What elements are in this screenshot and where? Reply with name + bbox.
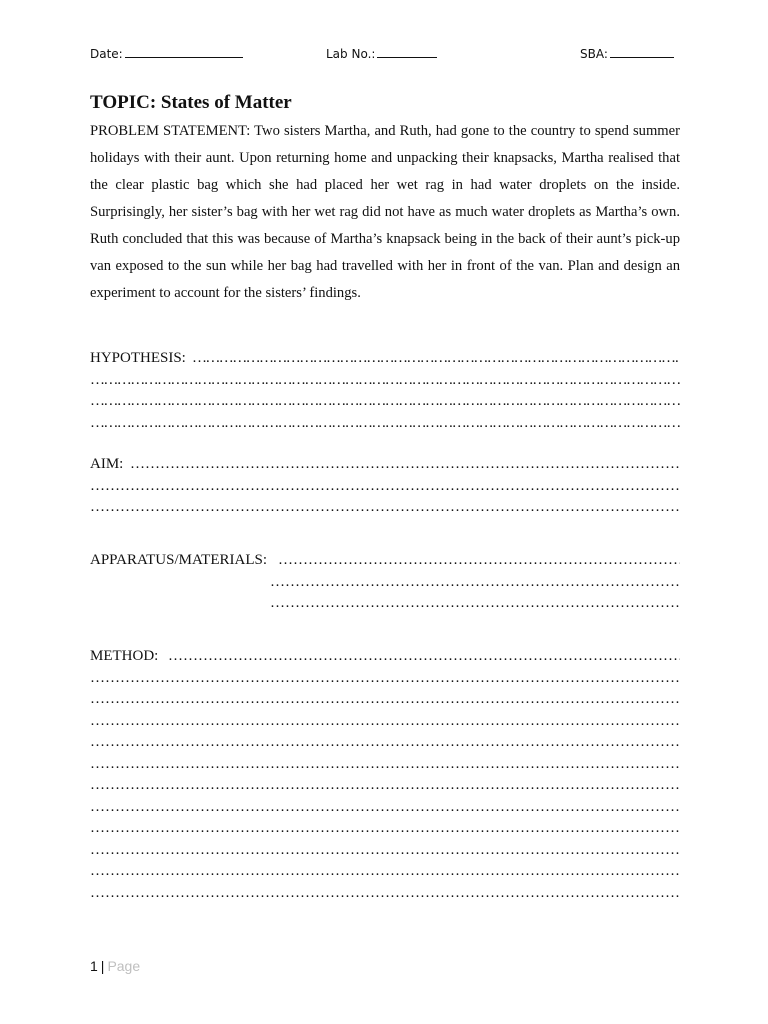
answer-dots	[270, 593, 680, 615]
method-line[interactable]	[90, 861, 680, 883]
sba-blank[interactable]	[610, 46, 674, 58]
date-label: Date:	[90, 47, 123, 61]
method-line[interactable]	[90, 668, 680, 690]
lab-number-blank[interactable]	[377, 46, 437, 58]
hypothesis-label: HYPOTHESIS:	[90, 350, 186, 366]
answer-dots	[90, 754, 680, 776]
aim-line[interactable]	[90, 454, 680, 476]
apparatus-line[interactable]	[90, 572, 680, 594]
answer-dots	[90, 476, 680, 498]
page-footer	[90, 958, 140, 974]
hypothesis-line[interactable]	[90, 391, 680, 413]
apparatus-line[interactable]	[90, 593, 680, 615]
answer-dots	[278, 550, 680, 572]
answer-dots	[168, 646, 680, 668]
hypothesis-section	[90, 348, 680, 434]
page-label: Page	[107, 958, 141, 974]
page-separator: |	[100, 958, 105, 974]
method-line[interactable]	[90, 689, 680, 711]
date-blank[interactable]	[125, 46, 243, 58]
method-line[interactable]	[90, 732, 680, 754]
method-line[interactable]	[90, 646, 680, 668]
date-field[interactable]	[90, 46, 243, 61]
answer-dots	[90, 732, 680, 754]
answer-dots	[270, 572, 680, 594]
method-line[interactable]	[90, 797, 680, 819]
answer-dots	[90, 711, 680, 733]
answer-dots	[90, 775, 680, 797]
method-section	[90, 646, 680, 904]
sba-label: SBA:	[580, 47, 608, 61]
problem-statement-label: PROBLEM STATEMENT:	[90, 123, 251, 139]
answer-dots	[90, 497, 680, 519]
method-line[interactable]	[90, 840, 680, 862]
answer-dots	[90, 391, 680, 413]
lab-number-label: Lab No.:	[326, 47, 376, 61]
method-line[interactable]	[90, 754, 680, 776]
aim-line[interactable]	[90, 476, 680, 498]
aim-line[interactable]	[90, 497, 680, 519]
aim-section	[90, 454, 680, 519]
hypothesis-line[interactable]	[90, 413, 680, 435]
answer-dots	[90, 689, 680, 711]
apparatus-label: APPARATUS/MATERIALS:	[90, 552, 267, 568]
answer-dots	[90, 797, 680, 819]
answer-dots	[90, 413, 680, 435]
page-number: 1	[90, 958, 98, 974]
hypothesis-line[interactable]	[90, 370, 680, 392]
answer-dots	[90, 883, 680, 905]
answer-dots	[90, 840, 680, 862]
answer-dots	[90, 861, 680, 883]
apparatus-line[interactable]	[90, 550, 680, 572]
answer-dots	[130, 454, 680, 476]
answer-dots	[90, 668, 680, 690]
problem-statement-text: Two sisters Martha, and Ruth, had gone to the country to spend summer holidays with their aunt. Upon returning home and unpacking their knapsacks, Martha realised that the clear plastic bag which she had placed her wet rag in had water droplets on the inside. Surprisingly, her sister’s bag with her wet rag did not have as much water droplets as Martha’s own. Ruth concluded that this was because of Martha’s knapsack being in the back of their aunt’s pick-up van exposed to the sun while her bag had travelled with her in front of the van. Plan and design an experiment to account for the sisters’ findings.	[90, 123, 680, 301]
method-line[interactable]	[90, 818, 680, 840]
topic-title: TOPIC: States of Matter	[90, 92, 292, 113]
problem-statement	[90, 118, 680, 307]
worksheet-header	[90, 46, 674, 66]
answer-dots	[90, 370, 680, 392]
method-line[interactable]	[90, 711, 680, 733]
aim-label: AIM:	[90, 456, 124, 472]
answer-dots	[90, 818, 680, 840]
method-label: METHOD:	[90, 648, 159, 664]
hypothesis-line[interactable]	[90, 348, 680, 370]
sba-field[interactable]	[580, 46, 674, 61]
apparatus-section	[90, 550, 680, 615]
answer-dots	[192, 348, 680, 370]
lab-number-field[interactable]	[326, 46, 437, 61]
method-line[interactable]	[90, 883, 680, 905]
method-line[interactable]	[90, 775, 680, 797]
